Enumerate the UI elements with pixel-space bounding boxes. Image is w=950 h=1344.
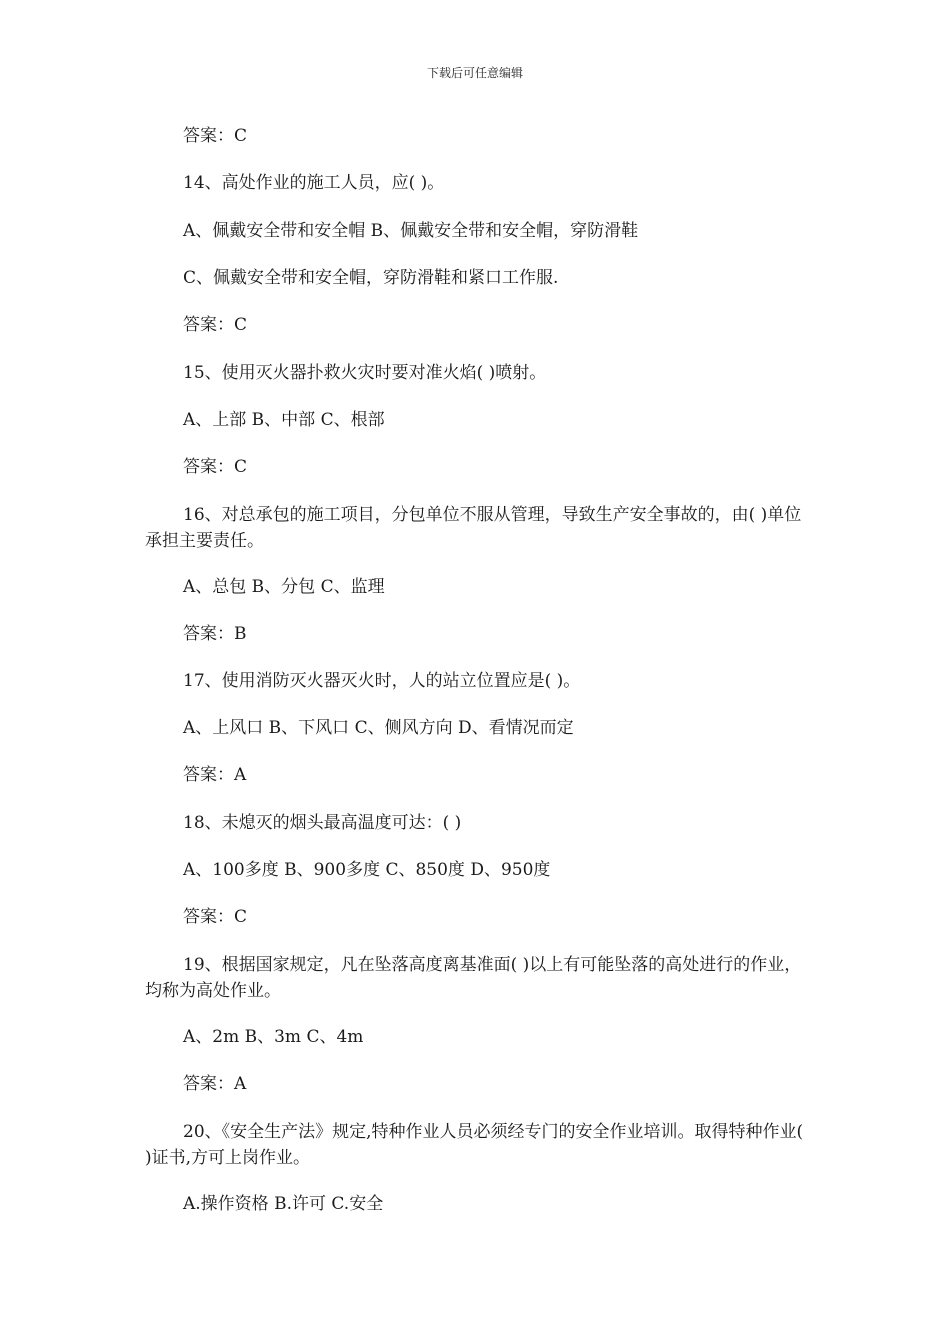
options-14-line1: A、佩戴安全带和安全帽 B、佩戴安全带和安全帽，穿防滑鞋 bbox=[183, 221, 639, 241]
page-header: 下载后可任意编辑 bbox=[426, 66, 523, 80]
answer-19: 答案：A bbox=[183, 1074, 247, 1094]
options-20: A.操作资格 B.许可 C.安全 bbox=[183, 1194, 384, 1214]
answer-18: 答案：C bbox=[183, 907, 248, 927]
answer-16: 答案：B bbox=[183, 624, 247, 644]
question-19: 19、根据国家规定，凡在坠落高度离基准面( )以上有可能坠落的高处进行的作业，均称为高处作业。 bbox=[145, 955, 802, 1001]
options-16: A、总包 B、分包 C、监理 bbox=[183, 577, 385, 597]
question-20: 20、《安全生产法》规定,特种作业人员必须经专门的安全作业培训。取得特种作业( )证书,方可上岗作业。 bbox=[145, 1122, 804, 1168]
question-18: 18、未熄灭的烟头最高温度可达：( ) bbox=[183, 813, 462, 833]
answer-15: 答案：C bbox=[183, 457, 248, 477]
options-18: A、100多度 B、900多度 C、850度 D、950度 bbox=[183, 860, 551, 880]
answer-14: 答案：C bbox=[183, 315, 248, 335]
options-17: A、上风口 B、下风口 C、侧风方向 D、看情况而定 bbox=[183, 718, 574, 738]
question-15: 15、使用灭火器扑救火灾时要对准火焰( )喷射。 bbox=[183, 363, 547, 383]
options-15: A、上部 B、中部 C、根部 bbox=[183, 410, 385, 430]
options-14-line2: C、佩戴安全带和安全帽，穿防滑鞋和紧口工作服. bbox=[183, 268, 559, 288]
question-16: 16、对总承包的施工项目，分包单位不服从管理，导致生产安全事故的，由( )单位承担主要责任。 bbox=[145, 505, 802, 551]
question-14: 14、高处作业的施工人员，应( )。 bbox=[183, 173, 445, 193]
answer-17: 答案：A bbox=[183, 765, 247, 785]
question-17: 17、使用消防灭火器灭火时，人的站立位置应是( )。 bbox=[183, 671, 581, 691]
options-19: A、2m B、3m C、4m bbox=[183, 1027, 364, 1047]
answer-13: 答案：C bbox=[183, 126, 248, 146]
